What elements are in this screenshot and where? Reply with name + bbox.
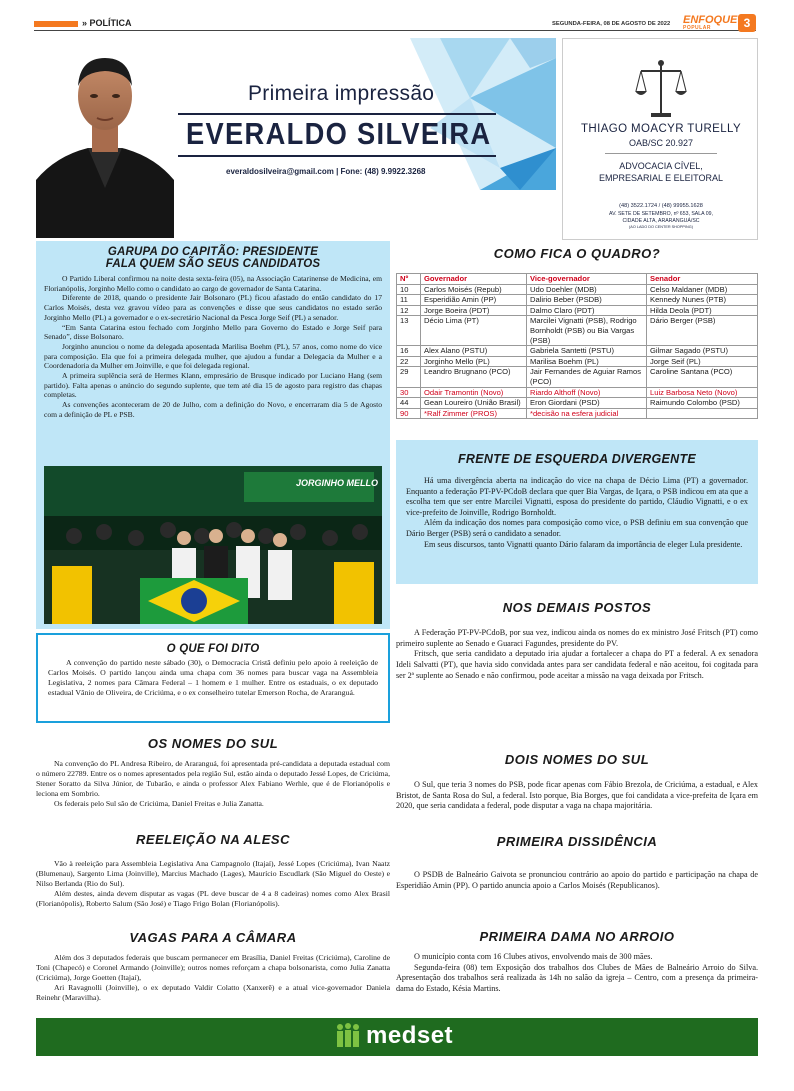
header-date: SEGUNDA-FEIRA, 08 DE AGOSTO DE 2022 — [552, 21, 671, 27]
lawyer-line2: EMPRESARIAL E ELEITORAL — [598, 173, 724, 183]
cell-vice: Eron Giordani (PSD) — [527, 398, 647, 409]
brand-sub: POPULAR — [683, 25, 711, 31]
column-kicker: Primeira impressão — [248, 82, 435, 105]
dois-nomes-title: DOIS NOMES DO SUL — [504, 752, 650, 767]
frente-paragraph: Além da indicação dos nomes para composição como vice, o PSB definiu em sua convenção que Dário Berger (PSB) será o candidato a senador. — [406, 518, 748, 538]
cell-governador: Leandro Brugnano (PCO) — [421, 367, 527, 387]
dissidencia-title: PRIMEIRA DISSIDÊNCIA — [496, 834, 658, 849]
lawyer-oab: OAB/SC 20.927 — [628, 138, 694, 148]
nomes-sul-paragraph: Os federais pelo Sul são de Criciúma, Daniel Freitas e Julia Zanatta. — [54, 798, 264, 808]
author-portrait-illustration — [36, 38, 174, 238]
photo-banner-text: JORGINHO MELLO — [296, 478, 379, 488]
cell-number: 16 — [397, 346, 421, 357]
table-row — [397, 356, 758, 367]
table-row — [397, 295, 758, 306]
article-demais — [396, 600, 758, 682]
garupa-title-line1: GARUPA DO CAPITÃO: PRESIDENTE — [107, 246, 319, 258]
cell-number: 10 — [397, 284, 421, 295]
dama-body — [396, 944, 758, 994]
candidates-table — [396, 273, 758, 419]
table-row — [397, 316, 758, 346]
o-que-foi-dito-paragraph: A convenção do partido neste sábado (30), o Democracia Cristã definiu pelo apoio à reeleição de Carlos Moisés. O partido lançou ainda uma chapa com 36 nomes para buscar vaga na Assembleia Legislativa, 2 nomes para Câmara Federal – 1 homem e 1 mulher. Entre os estaduais, o ex deputado estadual Vânio de Oliveira, de Criciúma, e o ex conselheiro tutelar Emerson Rocha, de Araranguá. — [48, 658, 378, 697]
garupa-paragraph: O Partido Liberal confirmou na noite desta sexta-feira (05), na Associação Catarinense de Medicina, em Florianópolis, Jorginho Mello como o candidato ao cargo de governador de Santa Catarina. — [44, 274, 382, 293]
dissidencia-body — [396, 849, 758, 891]
cell-governador: *Ralf Zimmer (PROS) — [421, 408, 527, 419]
cell-senador: Caroline Santana (PCO) — [647, 367, 758, 387]
cell-number: 29 — [397, 367, 421, 387]
box-frente — [396, 440, 758, 584]
lawyer-phones: (48) 3522.1724 / (48) 99955.1628 — [619, 203, 703, 209]
cell-governador: Carlos Moisés (Repub) — [421, 284, 527, 295]
cell-vice: Dalirio Beber (PSDB) — [527, 295, 647, 306]
vagas-paragraph: Além dos 3 deputados federais que buscam permanecer em Brasília, Daniel Freitas (Criciúma), Caroline de Toni (Chapecó) e Coronel Armando (Joinville); outros nomes reforçam a chapa bolsonarista, como Julia Zanatta (Criciúma), Jorge Goetten (Itajaí), — [36, 953, 390, 982]
column-contact: everaldosilveira@gmail.com | Fone: (48) 9.9922.3268 — [226, 167, 426, 176]
cell-vice: Riardo Althoff (Novo) — [527, 387, 647, 398]
lawyer-address1: AV. SETE DE SETEMBRO, nº 653, SALA 09, — [609, 211, 713, 217]
demais-paragraph: Fritsch, que seria candidato a deputado iria ajudar a fortalecer a chapa do PT a federal. A ex senadora Ideli Salvatti (PT), que havia sido convidada antes para ser candidata federal e não aceitou, foi cogitada para ser 2ª suplente ao Senado e não confirmou, pode aceitar a missão na vaga deixada por Fritsch. — [396, 649, 758, 680]
cell-senador: Dário Berger (PSB) — [647, 316, 758, 346]
cell-governador: Jorge Boeira (PDT) — [421, 305, 527, 316]
cell-vice: *decisão na esfera judicial — [527, 408, 647, 419]
o-que-foi-dito-title: O QUE FOI DITO — [166, 643, 260, 655]
article-nomes-sul — [36, 736, 390, 809]
garupa-paragraph: A primeira suplência será de Hermes Klann, empresário de Brusque indicado por Luciano Hang (sem partido). Falta apenas o anúncio do segundo suplente, que tem até dia 15 de agosto para registro das chapas completas. — [44, 371, 382, 400]
table-header-cell: Vice-governador — [527, 274, 647, 285]
cell-number: 22 — [397, 356, 421, 367]
header-orange-bar — [34, 21, 78, 27]
footer-ad — [36, 1018, 758, 1056]
cell-number: 12 — [397, 305, 421, 316]
cell-vice: Udo Doehler (MDB) — [527, 284, 647, 295]
cell-senador — [647, 408, 758, 419]
header-rule — [34, 30, 756, 31]
table-header-cell: Nº — [397, 274, 421, 285]
cell-senador: Raimundo Colombo (PSD) — [647, 398, 758, 409]
column-title-rule-top — [178, 113, 496, 115]
section-label — [82, 18, 132, 28]
article-garupa — [36, 241, 390, 629]
convention-photo — [44, 466, 382, 624]
author-photo — [36, 38, 174, 238]
reeleicao-paragraph: Além destes, ainda devem disputar as vagas (PL deve buscar de 4 a 8 cadeiras) nomes como Alex Brasil (Florianópolis), Roberto Salum (São José) e Tiago Frigo Bolan (Florianópolis). — [36, 888, 390, 908]
frente-body — [396, 466, 758, 550]
garupa-paragraph: “Em Santa Catarina estou fechado com Jorginho Mello para Governo do Estado e Jorge Seif para Senado”, disse Bolsonaro. — [44, 322, 382, 342]
cell-senador: Jorge Seif (PL) — [647, 356, 758, 367]
frente-title: FRENTE DE ESQUERDA DIVERGENTE — [457, 452, 697, 466]
cell-senador: Gilmar Sagado (PSTU) — [647, 346, 758, 357]
nomes-sul-paragraph: Na convenção do PL Andresa Ribeiro, de Araranguá, foi apresentada pré-candidata a deputada estadual com o número 22789. Entre os o nomes apresentados pela região Sul, estão ainda o deputado Jessé Lopes, de Criciúma, Stener Soratto da Silva Júnior, de Tubarão, e ainda o professor Alex Fabiano Werhle, que é de Florianópolis e leciona em Sombrio. — [36, 759, 390, 798]
table-row — [397, 387, 758, 398]
lawyer-ad — [562, 38, 758, 240]
double-chevron-icon: » — [82, 18, 88, 28]
nomes-sul-body — [36, 751, 390, 809]
demais-body — [396, 615, 758, 682]
brand-logo — [683, 15, 737, 31]
cell-governador: Gean Loureiro (União Brasil) — [421, 398, 527, 409]
cell-governador: Alex Alano (PSTU) — [421, 346, 527, 357]
reeleicao-title: REELEIÇÃO NA ALESC — [136, 832, 290, 847]
article-reeleicao — [36, 832, 390, 909]
cell-number: 90 — [397, 408, 421, 419]
medset-people-icon — [334, 1022, 362, 1050]
article-dois-nomes — [396, 752, 758, 812]
table-row — [397, 398, 758, 409]
table-row — [397, 367, 758, 387]
table-row — [397, 408, 758, 419]
dissidencia-paragraph: O PSDB de Balneário Gaivota se pronunciou contrário ao apoio do partido e participação na chapa de Esperidião Amin (PP). O partido anuncia apoio a Carlos Moisés (Republicanos). — [396, 870, 758, 890]
demais-paragraph: A Federação PT-PV-PCdoB, por sua vez, indicou ainda os nomes do ex ministro José Fritsch (PT) como primeiro suplente ao Senado e Guaraci Fagundes, presidente do PV. — [396, 628, 758, 648]
vagas-paragraph: Ari Ravagnolli (Joinville), o ex deputado Valdir Colatto (Xanxerê) e a atual vice-governador Daniela Reinehr (Maravilha). — [36, 982, 390, 1002]
vagas-body — [36, 945, 390, 1003]
table-row — [397, 305, 758, 316]
demais-title: NOS DEMAIS POSTOS — [502, 600, 652, 615]
column-author: EVERALDO SILVEIRA — [186, 116, 492, 151]
cell-governador: Jorginho Mello (PL) — [421, 356, 527, 367]
article-vagas — [36, 930, 390, 1003]
garupa-body — [36, 270, 390, 420]
cell-governador: Esperidião Amin (PP) — [421, 295, 527, 306]
cell-senador: Luiz Barbosa Neto (Novo) — [647, 387, 758, 398]
garupa-paragraph: Diferente de 2018, quando o presidente Jair Bolsonaro (PL) ficou afastado do então candidato do 17 Carlos Moisés, desta vez gravou vídeo para as convenções e disse que seus candidatos no estado serão Jorginho Mello (PL) a governador e o ex-secretário Nacional da Pesca Jorge Seif (PL) a senador. — [44, 293, 382, 322]
o-que-foi-dito-body — [38, 655, 388, 698]
cell-governador: Odair Tramontin (Novo) — [421, 387, 527, 398]
reeleicao-body — [36, 847, 390, 909]
cell-number: 11 — [397, 295, 421, 306]
table-row — [397, 284, 758, 295]
cell-number: 13 — [397, 316, 421, 346]
cell-vice: Gabriela Santetti (PSTU) — [527, 346, 647, 357]
vagas-title: VAGAS PARA A CÂMARA — [129, 930, 297, 945]
garupa-paragraph: Jorginho anunciou o nome da delegada aposentada Marilisa Boehm (PL), 57 anos, como nome do vice para composição. Ela que foi a primeira delegada mulher, que ajudou a fundar a Delegacia da Mulher e a Coordenadoria da Mulher em Joinville, e que foi delegada regional. — [44, 341, 382, 371]
cell-number: 30 — [397, 387, 421, 398]
lawyer-divider — [605, 153, 717, 154]
lawyer-address3: (AO LADO DO CENTER SHOPPING) — [629, 225, 693, 229]
table-body — [397, 284, 758, 419]
reeleicao-paragraph: Vão à reeleição para Assembleia Legislativa Ana Campagnolo (Itajaí), Jessé Lopes (Criciúma), Ivan Naatz (Blumenau), Sargento Lima (Joinville), Marcius Machado (Lages), Maurício Escudlark (São Miguel do Oeste) e Nilso Berlanda (Rio do Sul). — [36, 859, 390, 888]
cell-senador: Kennedy Nunes (PTB) — [647, 295, 758, 306]
cell-number: 44 — [397, 398, 421, 409]
dama-title: PRIMEIRA DAMA NO ARROIO — [479, 929, 675, 944]
box-o-que-foi-dito — [36, 633, 390, 723]
cell-senador: Hilda Deola (PDT) — [647, 305, 758, 316]
garupa-paragraph: As convenções aconteceram de 20 de Julho, com a definição do Novo, e encerraram dia 5 de Agosto com a definição de PL e PSB. — [44, 400, 382, 419]
cell-vice: Dalmo Claro (PDT) — [527, 305, 647, 316]
frente-paragraph: Em seus discursos, tanto Vignatti quanto Dário falaram da importância de eleger Lula presidente. — [424, 539, 743, 549]
dama-paragraph: Segunda-feira (08) tem Exposição dos trabalhos dos Clubes de Mães de Balneário Arroio do Silva. Apresentação dos trabalhos será realizada às 14h no salão da igreja – Centro, com a presença da primeira-dama do Estado, Késia Martins. — [396, 962, 758, 993]
section-label-text: POLÍTICA — [89, 18, 132, 28]
page-number: 3 — [738, 14, 756, 32]
cell-vice: Marcilei Vignatti (PSB), Rodrigo Bornholdt (PSB) ou Bia Vargas (PSB) — [527, 316, 647, 346]
table-header-row — [397, 274, 758, 285]
article-dissidencia — [396, 834, 758, 891]
brand-name: ENFOQUE — [683, 14, 738, 26]
lawyer-line1: ADVOCACIA CÍVEL, — [619, 161, 703, 171]
table-row — [397, 346, 758, 357]
dois-nomes-body — [396, 767, 758, 812]
footer-brand: medset — [366, 1022, 454, 1049]
table-header-cell: Governador — [421, 274, 527, 285]
cell-governador: Décio Lima (PT) — [421, 316, 527, 346]
scales-of-justice-icon — [635, 59, 687, 121]
dama-paragraph: O município conta com 16 Clubes ativos, envolvendo mais de 300 mães. — [414, 952, 653, 961]
cell-vice: Marilisa Boehm (PL) — [527, 356, 647, 367]
lawyer-address2: CIDADE ALTA, ARARANGUÁ/SC — [622, 218, 700, 224]
lawyer-name: THIAGO MOACYR TURELLY — [580, 123, 742, 135]
crowd-on-stage-illustration — [44, 466, 382, 624]
article-dama — [396, 929, 758, 994]
quadro-title: COMO FICA O QUADRO? — [493, 246, 661, 261]
garupa-title-line2: FALA QUEM SÃO SEUS CANDIDATOS — [105, 258, 321, 270]
nomes-sul-title: OS NOMES DO SUL — [147, 736, 279, 751]
table-header-cell: Senador — [647, 274, 758, 285]
dois-nomes-paragraph: O Sul, que teria 3 nomes do PSB, pode ficar apenas com Fábio Brezola, de Criciúma, a estadual, e Alex Bristot, de Santa Rosa do Sul, a federal. Isto porque, Bia Borges, que foi candidata a vice-prefeita de Içara em 2020, que seria candidata a federal, pode disputar a vaga na chapa majoritária. — [396, 780, 758, 811]
column-title-rule-bottom — [178, 155, 496, 157]
cell-senador: Celso Maldaner (MDB) — [647, 284, 758, 295]
frente-paragraph: Há uma divergência aberta na indicação do vice na chapa de Décio Lima (PT) a governador. Enquanto a federação PT-PV-PCdoB declara que quer Bia Vargas, de Içara, o PSB indicou em ata que a escolha tem que ser entre Marcilei Vignatti, esposa do presidente do partido, Cláudio Vignatti, e o ex vice-prefeito de Joinville, Rodrigo Bornholdt. — [406, 476, 748, 517]
cell-vice: Jair Fernandes de Aguiar Ramos (PCO) — [527, 367, 647, 387]
